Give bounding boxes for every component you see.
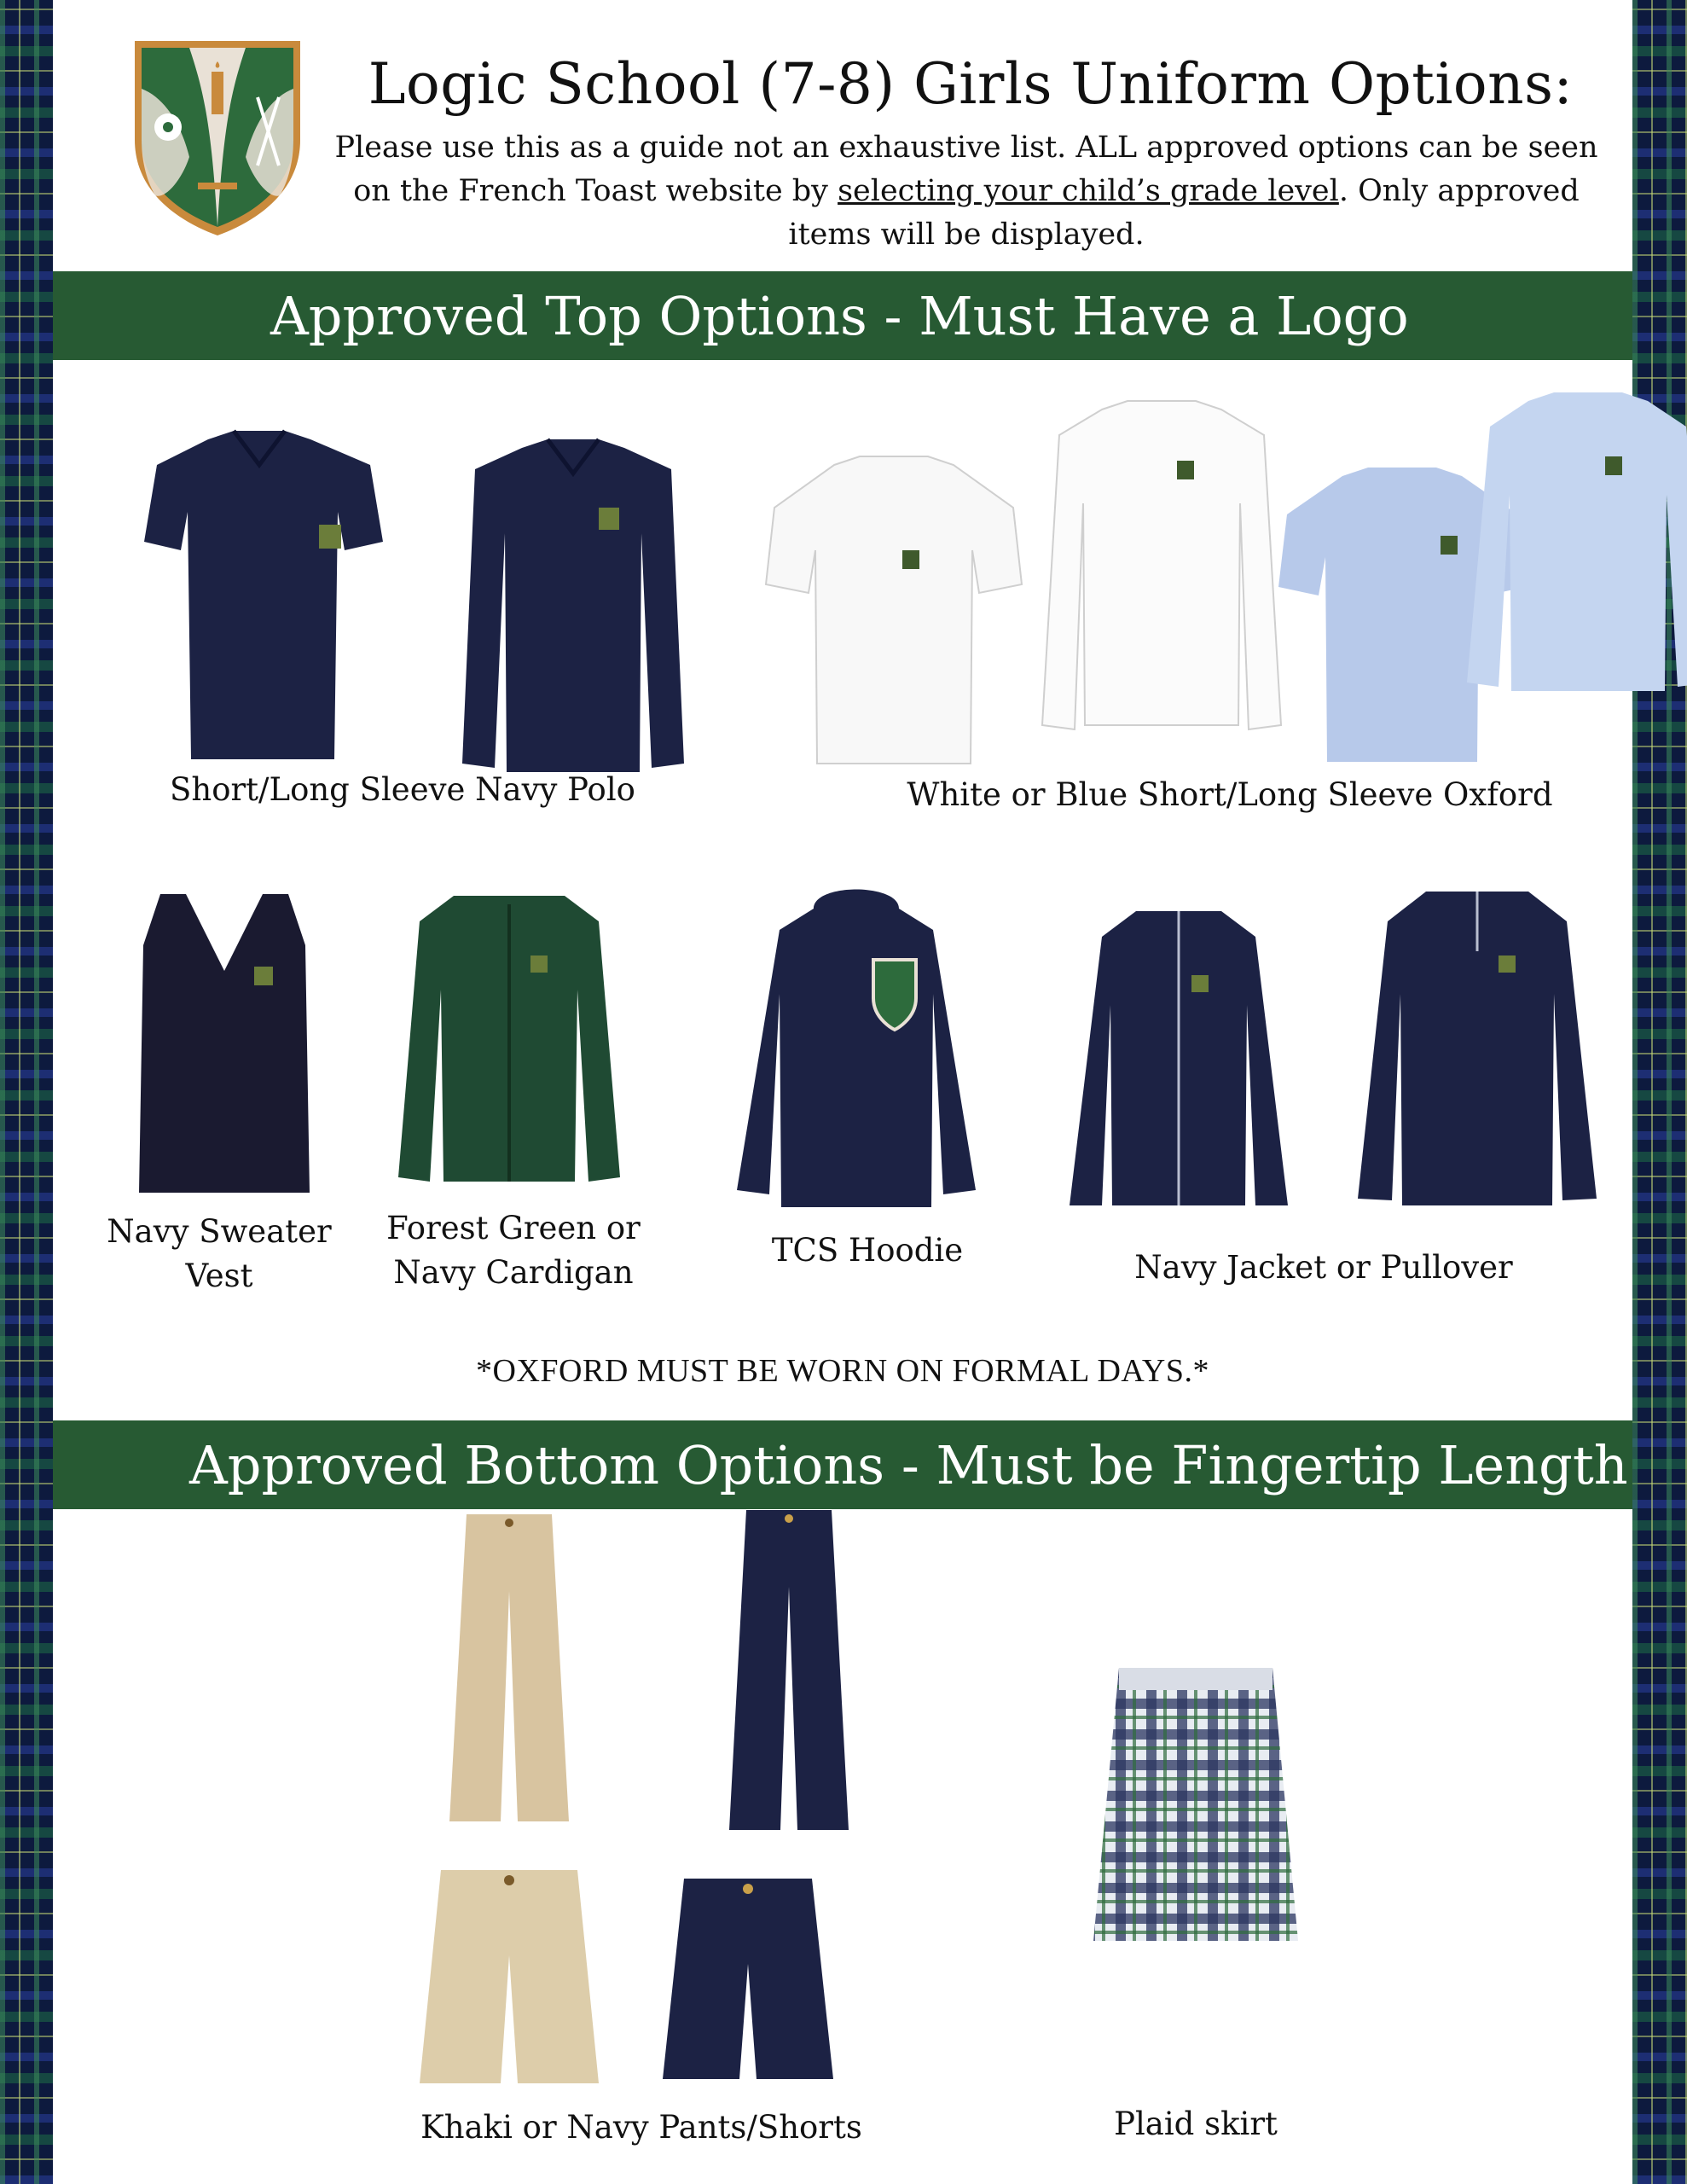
forest-green-cardigan-image [386, 887, 633, 1186]
skirt-label: Plaid skirt [1114, 2106, 1278, 2142]
navy-shorts-image [650, 1870, 846, 2083]
plaid-border-left [0, 0, 53, 2184]
tcs-hoodie-image [720, 883, 993, 1207]
vest-label: Navy Sweater Vest [107, 1213, 332, 1294]
khaki-shorts-image [398, 1862, 620, 2088]
jacket-label: Navy Jacket or Pullover [1134, 1249, 1513, 1286]
khaki-pants-image [411, 1514, 607, 1826]
navy-pullover-image [1332, 883, 1622, 1207]
white-short-sleeve-oxford-image [757, 456, 1030, 772]
top-options-banner: Approved Top Options - Must Have a Logo [53, 271, 1632, 360]
plaid-border-right [1632, 0, 1687, 2184]
cardigan-label: Forest Green or Navy Cardigan [386, 1210, 641, 1291]
navy-sweater-vest-image [126, 886, 322, 1201]
plaid-skirt-image [1085, 1668, 1307, 1945]
bottom-options-banner: Approved Bottom Options - Must be Fingertip Length [53, 1420, 1632, 1509]
grade-level-link[interactable]: selecting your child’s grade level [838, 174, 1339, 208]
page-title: Logic School (7-8) Girls Uniform Options: [368, 51, 1574, 117]
intro-text [334, 126, 1598, 257]
navy-short-sleeve-polo-image [106, 431, 430, 764]
navy-pants-image [691, 1510, 887, 1834]
white-long-sleeve-oxford-image [1025, 401, 1298, 734]
school-crest-logo [130, 38, 305, 239]
polo-label: Short/Long Sleeve Navy Polo [170, 771, 635, 808]
intro-text-end: . Only approved items will be displayed. [788, 174, 1580, 252]
navy-jacket-image [1051, 903, 1307, 1210]
formal-days-note: *OXFORD MUST BE WORN ON FORMAL DAYS.* [476, 1353, 1209, 1389]
uniform-flyer [53, 0, 1632, 2184]
pants-shorts-label: Khaki or Navy Pants/Shorts [420, 2109, 862, 2146]
intro-text-part: Please use this as a guide not an exhaustive list. ALL approved options can be seen on the French Toast website by [334, 131, 1598, 208]
oxford-label: White or Blue Short/Long Sleeve Oxford [907, 776, 1553, 813]
navy-long-sleeve-polo-image [428, 439, 718, 781]
blue-long-sleeve-oxford-image [1460, 392, 1687, 700]
hoodie-label: TCS Hoodie [771, 1232, 964, 1269]
